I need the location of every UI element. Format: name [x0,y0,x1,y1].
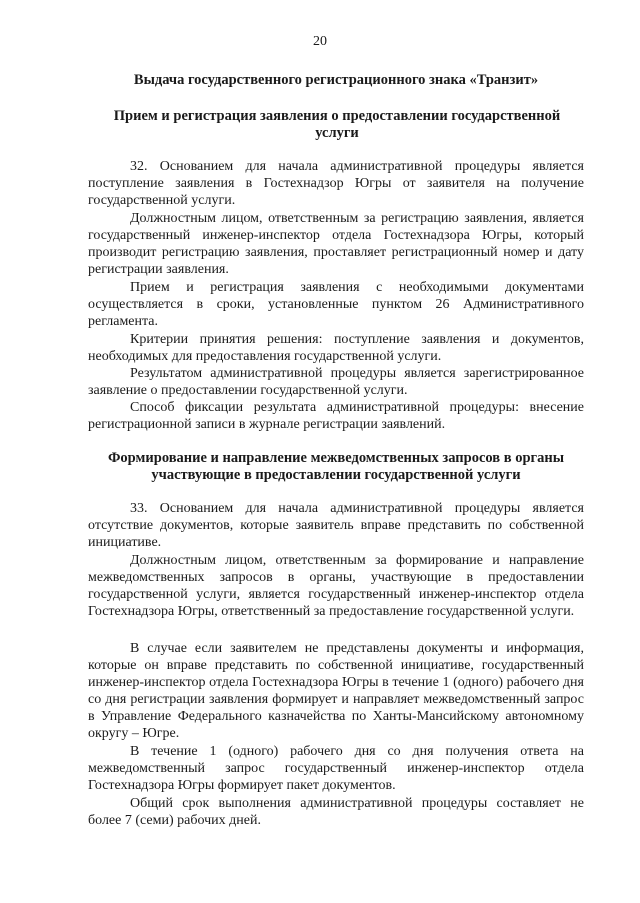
section-1-paragraph-4: Критерии принятия решения: поступление заявления и документов, необходимых для предоставления государственной услуги. [88,332,584,364]
section-1-paragraph-2: Должностным лицом, ответственным за регистрацию заявления, является государственный инженер-инспектор отдела Гостехнадзора Югры, который производит регистрацию заявления, проставляет регистрационный номер и дату регистрации заявления. [88,211,584,277]
section-2-paragraph-2: Должностным лицом, ответственным за формирование и направление межведомственных запросов в органы, участвующие в предоставлении государственной услуги, является государственный инженер-инспектор отдела Гостехнадзора Югры, ответственный за предоставление государственной услуги. [88,553,584,619]
section-1-title: Прием и регистрация заявления о предоставлении государственной услуги [113,108,561,141]
page-number: 20 [313,34,327,49]
section-2-title: Формирование и направление межведомственных запросов в органы участвующие в предоставлении государственной услуги [107,450,565,483]
section-1-paragraph-3: Прием и регистрация заявления с необходимыми документами осуществляется в сроки, установленные пунктом 26 Административного регламента. [88,280,584,329]
section-1-paragraph-5: Результатом административной процедуры является зарегистрированное заявление о предоставлении государственной услуги. [88,366,584,398]
section-2-paragraph-5: Общий срок выполнения административной процедуры составляет не более 7 (семи) рабочих дней. [88,796,584,828]
section-1-paragraph-6: Способ фиксации результата административной процедуры: внесение регистрационной записи в журнале регистрации заявлений. [88,400,584,432]
section-1-paragraph-1: 32. Основанием для начала административной процедуры является поступление заявления в Гостехнадзор Югры от заявителя на получение государственной услуги. [88,159,584,208]
main-title: Выдача государственного регистрационного знака «Транзит» [133,72,539,88]
section-2-paragraph-3: В случае если заявителем не представлены документы и информация, которые он вправе представить по собственной инициативе, государственный инженер-инспектор отдела Гостехнадзора Югры в течение 1 (одного) рабочего дня со дня регистрации заявления формирует и направляет межведомственный запрос в Управление Федерального казначейства по Ханты-Мансийскому автономному округу – Югре. [88,641,584,741]
section-2-paragraph-1: 33. Основанием для начала административной процедуры является отсутствие документов, которые заявитель вправе представить по собственной инициативе. [88,501,584,550]
section-2-paragraph-4: В течение 1 (одного) рабочего дня со дня получения ответа на межведомственный запрос государственный инженер-инспектор отдела Гостехнадзора Югры формирует пакет документов. [88,744,584,793]
